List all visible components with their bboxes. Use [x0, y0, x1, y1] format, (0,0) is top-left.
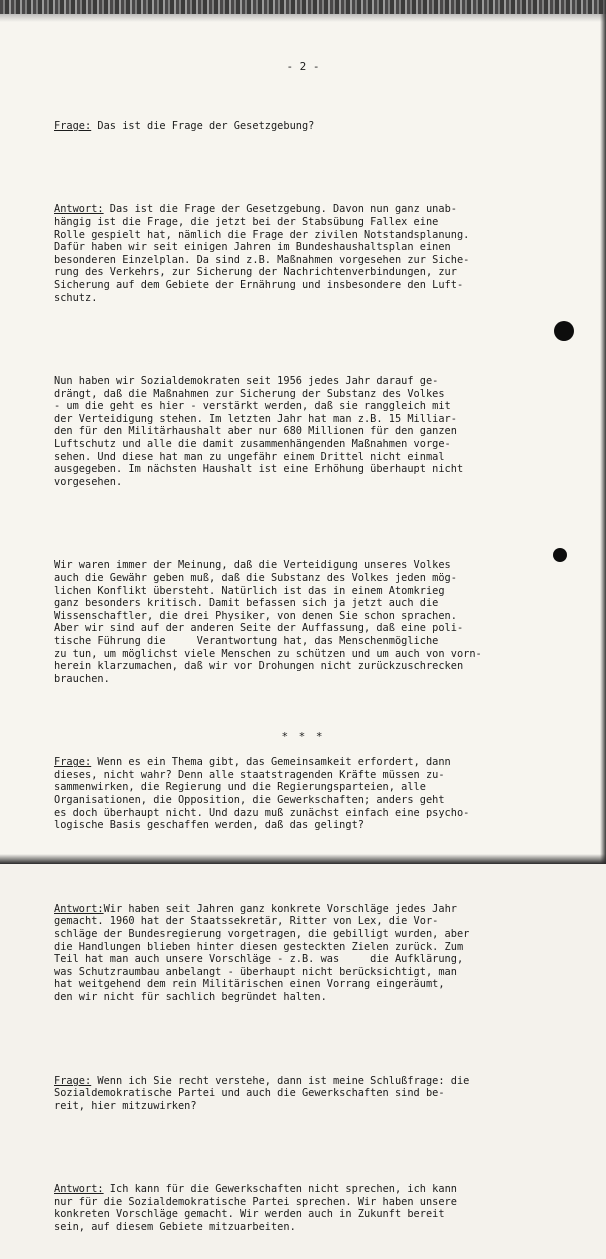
text-line: Sicherung auf dem Gebiete der Ernährung und insbesondere den Luft- — [54, 278, 464, 291]
text-line: der Verteidigung stehen. Im letzten Jahr hat man z.B. 15 Milliar- — [54, 412, 457, 425]
text-line: - um die geht es hier - verstärkt werden, daß sie ranggleich mit — [54, 400, 451, 413]
text-line: gemacht. 1960 hat der Staatssekretär, Ritter von Lex, die Vor- — [54, 915, 439, 928]
text-line: zu tun, um möglichst viele Menschen zu schützen und um auch von vorn- — [54, 647, 482, 660]
text-line: Das ist die Frage der Gesetzgebung? — [91, 119, 315, 132]
answer-paragraph — [54, 559, 574, 685]
text-line: brauchen. — [54, 672, 110, 685]
scan-top-shadow — [0, 14, 606, 22]
text-line: es doch überhaupt nicht. Und dazu muß zunächst einfach eine psycho- — [54, 806, 470, 819]
text-line: Wir haben seit Jahren ganz konkrete Vorschläge jedes Jahr — [103, 902, 457, 915]
text-line: Nun haben wir Sozialdemokraten seit 1956 jedes Jahr darauf ge- — [54, 375, 439, 388]
text-line: schutz. — [54, 291, 98, 304]
text-line: drängt, daß die Maßnahmen zur Sicherung der Substanz des Volkes — [54, 387, 445, 400]
text-line: Rolle gespielt hat, nämlich die Frage der zivilen Notstandsplanung. — [54, 228, 470, 241]
text-line: herein klarzumachen, daß wir vor Drohungen nicht zurückzuschrecken — [54, 660, 464, 673]
text-line: Teil hat man auch unsere Vorschläge - z.B. was die Aufklärung, — [54, 953, 464, 966]
text-line: sehen. Und diese hat man zu ungefähr einem Drittel nicht einmal — [54, 450, 445, 463]
text-line: Sozialdemokratische Partei und auch die Gewerkschaften sind be- — [54, 1087, 445, 1100]
text-line: ganz besonders kritisch. Damit befassen sich ja jetzt auch die — [54, 597, 439, 610]
text-line: dieses, nicht wahr? Denn alle staatstragenden Kräfte müssen zu- — [54, 768, 445, 781]
text-line: Wenn es ein Thema gibt, das Gemeinsamkeit erfordert, dann — [91, 756, 451, 769]
text-line: schläge der Bundesregierung vorgetragen, die gebilligt wurden, aber — [54, 928, 470, 940]
text-line: Das ist die Frage der Gesetzgebung. Davon nun ganz unab- — [103, 203, 457, 216]
text-line: auch die Gewähr geben muß, daß die Substanz des Volkes jeden mög- — [54, 571, 457, 584]
question-paragraph — [54, 1075, 574, 1113]
text-line: die Handlungen blieben hinter diesen gesteckten Zielen zurück. Zum — [54, 940, 464, 953]
text-line: vorgesehen. — [54, 475, 123, 488]
text-line: lichen Konflikt übersteht. Natürlich ist das in einem Atomkrieg — [54, 584, 445, 597]
question-paragraph — [54, 120, 574, 133]
text-line: Dafür haben wir seit einigen Jahren im Bundeshaushaltsplan einen — [54, 241, 451, 254]
speaker-label: Frage: — [54, 756, 92, 769]
text-line: rung des Verkehrs, zur Sicherung der Nachrichtenverbindungen, zur — [54, 266, 457, 279]
text-line: logische Basis geschaffen werden, daß das gelingt? — [54, 819, 364, 832]
text-line: sein, auf diesem Gebiete mitzuarbeiten. — [54, 1221, 296, 1234]
dialogue-text — [54, 82, 574, 1259]
text-line: Wir waren immer der Meinung, daß die Verteidigung unseres Volkes — [54, 559, 451, 572]
end-mark: * * * — [281, 730, 325, 743]
text-line: den für den Militärhaushalt aber nur 680 Millionen für den ganzen — [54, 425, 457, 438]
speaker-label: Antwort: — [54, 1183, 104, 1196]
text-line: reit, hier mitzuwirken? — [54, 1099, 197, 1112]
text-line: den wir nicht für sachlich begründet halten. — [54, 990, 327, 1003]
text-line: besonderen Einzelplan. Da sind z.B. Maßnahmen vorgesehen zur Siche- — [54, 253, 470, 266]
text-line: Wenn ich Sie recht verstehe, dann ist meine Schlußfrage: die — [91, 1074, 470, 1087]
text-line: was Schutzraumbau anbelangt - überhaupt nicht berücksichtigt, man — [54, 965, 457, 978]
text-line: konkreten Vorschläge gemacht. Wir werden auch in Zukunft bereit — [54, 1208, 445, 1221]
speaker-label: Frage: — [54, 119, 92, 132]
text-line: nur für die Sozialdemokratische Partei sprechen. Wir haben unsere — [54, 1195, 457, 1208]
text-line: tische Führung die Verantwortung hat, das Menschenmögliche — [54, 634, 439, 647]
page-number: - 2 - — [286, 60, 320, 73]
text-line: ausgegeben. Im nächsten Haushalt ist eine Erhöhung überhaupt nicht — [54, 463, 464, 476]
text-line: hängig ist die Frage, die jetzt bei der Stabsübung Fallex eine — [54, 215, 439, 228]
text-line: Organisationen, die Opposition, die Gewerkschaften; anders geht — [54, 794, 445, 807]
question-paragraph — [54, 756, 574, 832]
text-line: Wissenschaftler, die drei Physiker, von denen Sie schon sprachen. — [54, 609, 457, 622]
text-line: hat weitgehend dem rein Militärischen einen Vorrang eingeräumt, — [54, 978, 445, 991]
answer-paragraph — [54, 375, 574, 488]
answer-paragraph — [54, 903, 574, 1004]
speaker-label: Antwort: — [54, 203, 104, 216]
text-line: Aber wir sind auf der anderen Seite der Auffassung, daß eine poli- — [54, 622, 464, 635]
scan-top-edge — [0, 0, 606, 14]
speaker-label: Frage: — [54, 1074, 92, 1087]
answer-paragraph — [54, 203, 574, 304]
text-line: Ich kann für die Gewerkschaften nicht sprechen, ich kann — [103, 1183, 457, 1196]
text-line: Luftschutz und alle die damit zusammenhängenden Maßnahmen vorge- — [54, 438, 451, 451]
speaker-label: Antwort: — [54, 902, 104, 915]
text-line: sammenwirken, die Regierung und die Regierungsparteien, alle — [54, 781, 426, 794]
answer-paragraph — [54, 1183, 574, 1233]
